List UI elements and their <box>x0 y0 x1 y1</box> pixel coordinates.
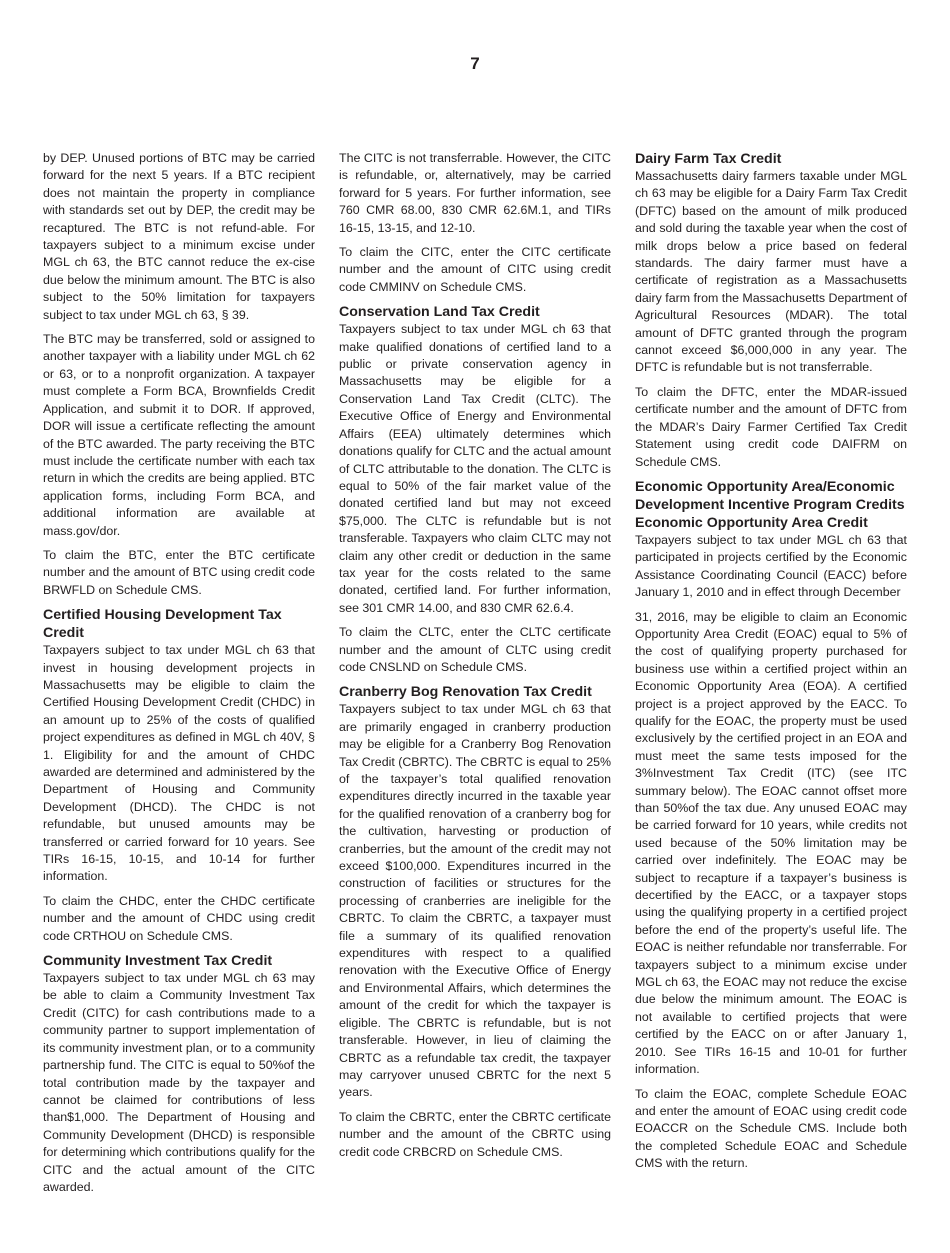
cltc-heading: Conservation Land Tax Credit <box>339 304 540 321</box>
column-left <box>43 150 315 1203</box>
chdc-description-paragraph: Taxpayers subject to tax under MGL ch 63 that invest in housing development projects in Massachusetts may be eligible to claim the Certified Housing Development Credit (CHDC) in an amount up to 25% of the costs of qualified project expenditures as defined in MGL ch 40V, § 1. Eligibility for and the amount of CHDC awarded are determined and administered by the Department of Housing and Community Development (DHCD). The CHDC is not refundable, but unused amounts may be transferred or carried forward for 10 years. See TIRs 16-15, 10-15, and 10-14 for further information. <box>43 643 315 884</box>
dftc-heading: Dairy Farm Tax Credit <box>635 151 782 167</box>
eoac-heading: Economic Opportunity Area Credit <box>635 514 868 531</box>
dftc-description-paragraph: Massachusetts dairy farmers taxable under MGL ch 63 may be eligible for a Dairy Farm Tax Credit (DFTC) based on the amount of milk produced and sold during the taxable year when the cost of milk drops below a price based on federal standards. The dairy farmer must have a certificate of registration as a Massachusetts dairy farm from the Massachusetts Department of Agricultural Resources (MDAR). The total amount of DFTC granted through the program cannot exceed $6,000,000 in any year. The DFTC is refundable but is not transferrable. <box>635 169 908 375</box>
cbrtc-claim-paragraph: To claim the CBRTC, enter the CBRTC certificate number and the amount of the CBRTC using credit code CRBCRD on Schedule CMS. <box>339 1109 611 1159</box>
btc-claim-paragraph: To claim the BTC, enter the BTC certificate number and the amount of BTC using credit code BRWFLD on Schedule CMS. <box>43 547 315 597</box>
cbrtc-heading: Cranberry Bog Renovation Tax Credit <box>339 684 592 701</box>
citc-heading: Community Investment Tax Credit <box>43 953 273 970</box>
eoac-eligibility-paragraph: Taxpayers subject to tax under MGL ch 63 that participated in projects certified by the Economic Assistance Coordinating Council (EACC) before January 1, 2010 and in effect through December <box>635 532 907 600</box>
eoa-edip-heading: Economic Opportunity Area/Economic Development Incentive Program Credits <box>635 478 905 513</box>
btc-carryforward-paragraph: by DEP. Unused portions of BTC may be carried forward for the next 5 years. If a BTC recipient does not maintain the property in compliance with standards set out by DEP, the credit may be recaptured. The BTC is not refund-able. For taxpayers subject to a minimum excise under MGL ch 63, the BTC cannot reduce the ex-cise due below the minimum amount. The BTC is also subject to the 50% limitation for taxpayers subject to tax under MGL ch 63, § 39. <box>43 151 315 322</box>
cltc-claim-paragraph: To claim the CLTC, enter the CLTC certificate number and the amount of CLTC using credit code CNSLND on Schedule CMS. <box>339 625 611 674</box>
btc-transfer-paragraph: The BTC may be transferred, sold or assigned to another taxpayer with a liability under MGL ch 62 or 63, or to a nonprofit organization. A taxpayer must complete a Form BCA, Brownfields Credit Application, and submit it to DOR. If approved, DOR will issue a certificate reflecting the amount of the BTC awarded. The party receiving the BTC must include the certificate number with each tax return in which the credits are being applied. BTC application forms, including Form BCA, and additional information are available at mass.gov/dor. <box>43 332 315 538</box>
page-number: 7 <box>470 54 480 73</box>
chdc-claim-paragraph: To claim the CHDC, enter the CHDC certificate number and the amount of CHDC using credit code CRTHOU on Schedule CMS. <box>43 893 315 943</box>
citc-description-paragraph: Taxpayers subject to tax under MGL ch 63 may be able to claim a Community Investment Tax Credit (CITC) for cash contributions made to a community partner to support implementation of its community investment plan, or to a community partnership fund. The CITC is equal to 50%of the total contribution made by the taxpayer and cannot be claimed for contributions of less than$1,000. The Department of Housing and Community Development (DHCD) is responsible for determining which contributions qualify for the CITC and the actual amount of the CITC awarded. <box>43 971 315 1194</box>
eoac-claim-paragraph: To claim the EOAC, complete Schedule EOAC and enter the amount of EOAC using credit code EOACCR on the Schedule CMS. Include both the completed Schedule EOAC and Schedule CMS with the return. <box>635 1086 907 1171</box>
cltc-description-paragraph: Taxpayers subject to tax under MGL ch 63 that make qualified donations of certified land to a public or private conservation agency in Massachusetts may be eligible for a Conservation Land Tax Credit (CLTC). The Executive Office of Energy and Environmental Affairs (EEA) ultimately determines which donations qualify for CLTC and the actual amount of CLTC attributable to the donation. The CLTC is equal to 50% of the fair market value of the donated certified land but may not exceed $75,000. The CLTC is refundable but is not transferable. Taxpayers who claim CLTC may not claim any other credit or deduction in the same tax year for the costs related to the same donated, certified land. For further information, see 301 CMR 14.00, and 830 CMR 62.6.4. <box>339 322 611 615</box>
eoac-description-paragraph: 31, 2016, may be eligible to claim an Economic Opportunity Area Credit (EOAC) equal to 5% of the cost of qualifying property purchased for business use within a certified project within an Economic Opportunity Area (EOA). A certified project is a project approved by the EACC. To qualify for the EOAC, the property must be used exclusively by the certified project in an EOA and must meet the same tests imposed for the 3%Investment Tax Credit (ITC) (see ITC summary below). The EOAC cannot offset more than 50%of the tax due. Any unused EOAC may be carried forward for 10 years, while credits not used because of the 50% limitation may be carried over indefinitely. The EOAC may be subject to recapture if a taxpayer’s business is decertified by the EACC, or a taxpayer stops using the qualifying property in a certified project before the end of the property’s useful life. The EOAC is neither refundable nor transferrable. For taxpayers subject to a minimum excise under MGL ch 63, the EOAC may not reduce the excise due below the minimum amount. The EOAC is not available to certified projects that were certified by the EACC on or after January 1, 2010. See TIRs 16-15 and 10-01 for further information. <box>635 609 907 1077</box>
citc-claim-paragraph: To claim the CITC, enter the CITC certificate number and the amount of CITC using credit code CMMINV on Schedule CMS. <box>339 245 611 294</box>
chdc-heading: Certified Housing Development Tax Credit <box>43 607 282 642</box>
citc-transfer-paragraph: The CITC is not transferrable. However, the CITC is refundable, or, alternatively, may be carried forward for 5 years. For further information, see 760 CMR 68.00, 830 CMR 62.6M.1, and TIRs 16-15, 13-15, and 12-10. <box>339 151 611 235</box>
dftc-claim-paragraph: To claim the DFTC, enter the MDAR-issued certificate number and the amount of DFTC from the MDAR’s Dairy Farmer Certified Tax Credit Statement using credit code DAIFRM on Schedule CMS. <box>635 384 907 469</box>
cbrtc-description-paragraph: Taxpayers subject to tax under MGL ch 63 that are primarily engaged in cranberry production may be eligible for a Cranberry Bog Renovation Tax Credit (CBRTC). The CBRTC is equal to 25% of the taxpayer’s total qualified renovation expenditures directly incurred in the taxable year for the qualified renovation of a cranberry bog for the cultivation, harvesting or production of cranberries, but the amount of the credit may not exceed $100,000. Expenditures incurred in the construction of facilities or structures for the processing of cranberries are ineligible for the CBRTC. To claim the CBRTC, a taxpayer must file a summary of its qualified renovation expenditures with respect to a qualified renovation with the Executive Office of Energy and Environmental Affairs, which determines the amount of the credit for which the taxpayer is eligible. The CBRTC is refundable, but is not transferable. However, in lieu of claiming the CBRTC as a refundable tax credit, the taxpayer may carryover unused CBRTC for the next 5 years. <box>339 702 611 1100</box>
column-right <box>635 150 907 1180</box>
column-middle <box>339 150 611 1168</box>
